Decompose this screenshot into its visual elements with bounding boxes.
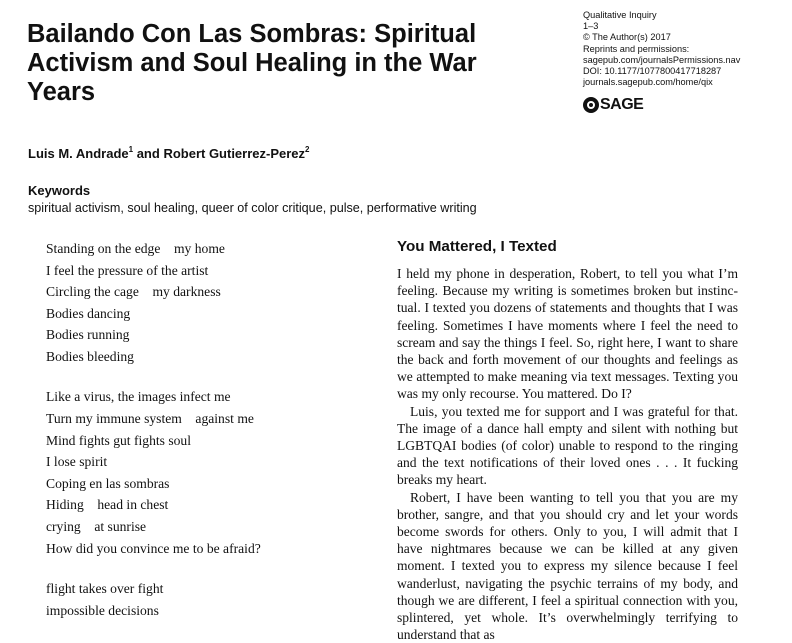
poem-stanza <box>46 238 356 368</box>
copyright-notice: © The Author(s) 2017 <box>583 32 671 43</box>
poem-line: crying at sunrise <box>46 518 147 534</box>
poem-line: Circling the cage my darkness <box>46 284 221 300</box>
journal-metadata <box>583 10 788 88</box>
author-name: Luis M. Andrade <box>28 146 129 161</box>
article-title: Bailando Con Las Sombras: Spiritual Activism and Soul Healing in the War Years <box>27 20 477 106</box>
sage-wordmark: SAGE <box>600 96 644 113</box>
poem-line: Mind fights gut fights soul <box>46 432 192 448</box>
poem-line: Coping en las sombras <box>46 475 170 491</box>
author-affiliation-marker: 1 <box>128 145 134 154</box>
poem-line: Bodies dancing <box>46 305 131 321</box>
poem-line: Hiding head in chest <box>46 497 169 513</box>
poem-stanza <box>46 386 356 559</box>
permissions-link[interactable]: sagepub.com/journalsPermissions.nav <box>583 54 741 65</box>
body-paragraph: Luis, you texted me for support and I was grateful for that. The image of a dance hall empty and silent with nothing but LGBTQAI bodies (of color) unable to respond to the ringing and the text notifications of their loved ones . . . It fucking breaks my heart. <box>397 403 738 488</box>
poem-line: I feel the pressure of the artist <box>46 262 209 278</box>
poem-line: impossible decisions <box>46 602 159 618</box>
section-heading: You Mattered, I Texted <box>397 238 557 255</box>
author-joiner: and <box>133 146 164 161</box>
sage-circle-icon <box>583 97 599 113</box>
author-list <box>28 145 309 161</box>
stanza-break <box>46 559 356 578</box>
keywords-heading: Keywords <box>28 183 91 198</box>
poem-line: I lose spirit <box>46 454 108 470</box>
doi[interactable]: DOI: 10.1177/1077800417718287 <box>583 66 722 77</box>
stanza-break <box>46 368 356 387</box>
body-paragraph: Robert, I have been wanting to tell you that you are my brother, sangre, and that you should cry and let your words become swords for others. Only to you, I will admit that I have nightmares because we can be killed at any given moment. I texted you to express my silence because I feel wanderlust, navigating the psychic terrains of my body, and though we are different, I feel a spiritual connection with you, splintered, yet whole. It’s overwhelmingly terrifying to understand that as <box>397 489 738 643</box>
keywords-list: spiritual activism, soul healing, queer of color critique, pulse, performative writing <box>28 201 477 215</box>
journal-homepage-link[interactable]: journals.sagepub.com/home/qix <box>583 77 713 88</box>
body-paragraph: I held my phone in desperation, Robert, to tell you what I’m feeling. Because my writing is sometimes broken but instinctual. I texted you dozens of statements and thoughts that I was feeling. Sometimes I have moments where I feel the need to scream and say the things I feel. So, right here, I want to share the back and forth movement of our thoughts and feelings as we attempted to make meaning via text messages. Texting you was my only recourse. You mattered. Do I? <box>397 266 738 402</box>
poem-line: flight takes over fight <box>46 580 164 596</box>
author-name: Robert Gutierrez-Perez <box>163 146 306 161</box>
author-affiliation-marker: 2 <box>305 145 310 154</box>
poem-line: Standing on the edge my home <box>46 241 225 256</box>
poem-line: How did you convince me to be afraid? <box>46 540 261 556</box>
journal-name: Qualitative Inquiry <box>583 10 657 20</box>
section-body <box>397 265 738 643</box>
poem-line: Bodies bleeding <box>46 348 134 364</box>
poem-line: Turn my immune system against me <box>46 410 254 426</box>
page-range: 1–3 <box>583 21 599 32</box>
poem-stanza <box>46 578 356 621</box>
poem-line: Like a virus, the images infect me <box>46 389 231 405</box>
sage-logo <box>583 96 643 114</box>
poem <box>46 238 356 621</box>
reprints-label: Reprints and permissions: <box>583 43 690 54</box>
poem-line: Bodies running <box>46 327 130 343</box>
